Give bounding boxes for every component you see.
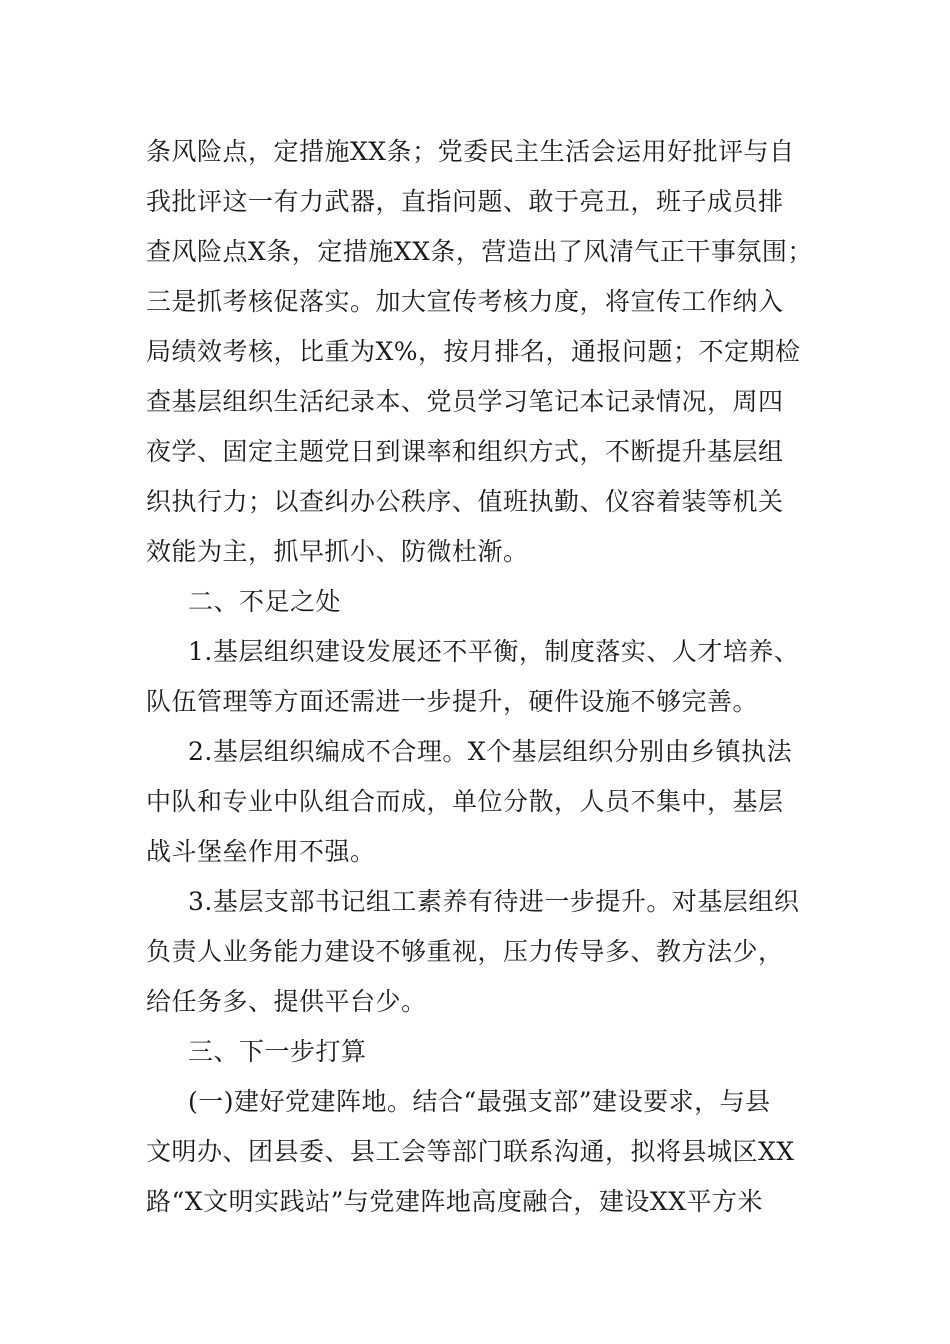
text-line: 局绩效考核，比重为X%，按月排名，通报问题；不定期检 (146, 337, 801, 366)
text-line: 1.基层组织建设发展还不平衡，制度落实、人才培养、 (188, 637, 800, 666)
text-line: 查风险点X条，定措施XX条，营造出了风清气正干事氛围； (146, 237, 813, 266)
text-line: 队伍管理等方面还需进一步提升，硬件设施不够完善。 (146, 687, 759, 716)
text-line: 三是抓考核促落实。加大宣传考核力度，将宣传工作纳入 (146, 287, 784, 316)
section-heading: 二、不足之处 (188, 587, 342, 616)
text-line: 夜学、固定主题党日到课率和组织方式，不断提升基层组 (146, 437, 784, 466)
text-line: 织执行力；以查纠办公秩序、值班执勤、仪容着装等机关 (146, 487, 784, 516)
text-line: 文明办、团县委、县工会等部门联系沟通，拟将县城区XX (146, 1137, 795, 1166)
text-line: (一)建好党建阵地。结合“最强支部”建设要求，与县 (188, 1087, 771, 1116)
text-line: 战斗堡垒作用不强。 (146, 837, 376, 866)
text-line: 查基层组织生活纪录本、党员学习笔记本记录情况，周四 (146, 387, 784, 416)
text-line: 我批评这一有力武器，直指问题、敢于亮丑，班子成员排 (146, 187, 784, 216)
text-line: 给任务多、提供平台少。 (146, 987, 427, 1016)
text-line: 路“X文明实践站”与党建阵地高度融合，建设XX平方米 (146, 1187, 763, 1216)
text-line: 条风险点，定措施XX条；党委民主生活会运用好批评与自 (146, 137, 795, 166)
text-line: 负责人业务能力建设不够重视，压力传导多、教方法少， (146, 937, 784, 966)
text-line: 效能为主，抓早抓小、防微杜渐。 (146, 537, 529, 566)
text-line: 中队和专业中队组合而成，单位分散，人员不集中，基层 (146, 787, 784, 816)
text-line: 3.基层支部书记组工素养有待进一步提升。对基层组织 (188, 887, 800, 916)
section-heading: 三、下一步打算 (188, 1037, 367, 1066)
text-line: 2.基层组织编成不合理。X个基层组织分别由乡镇执法 (188, 737, 793, 766)
